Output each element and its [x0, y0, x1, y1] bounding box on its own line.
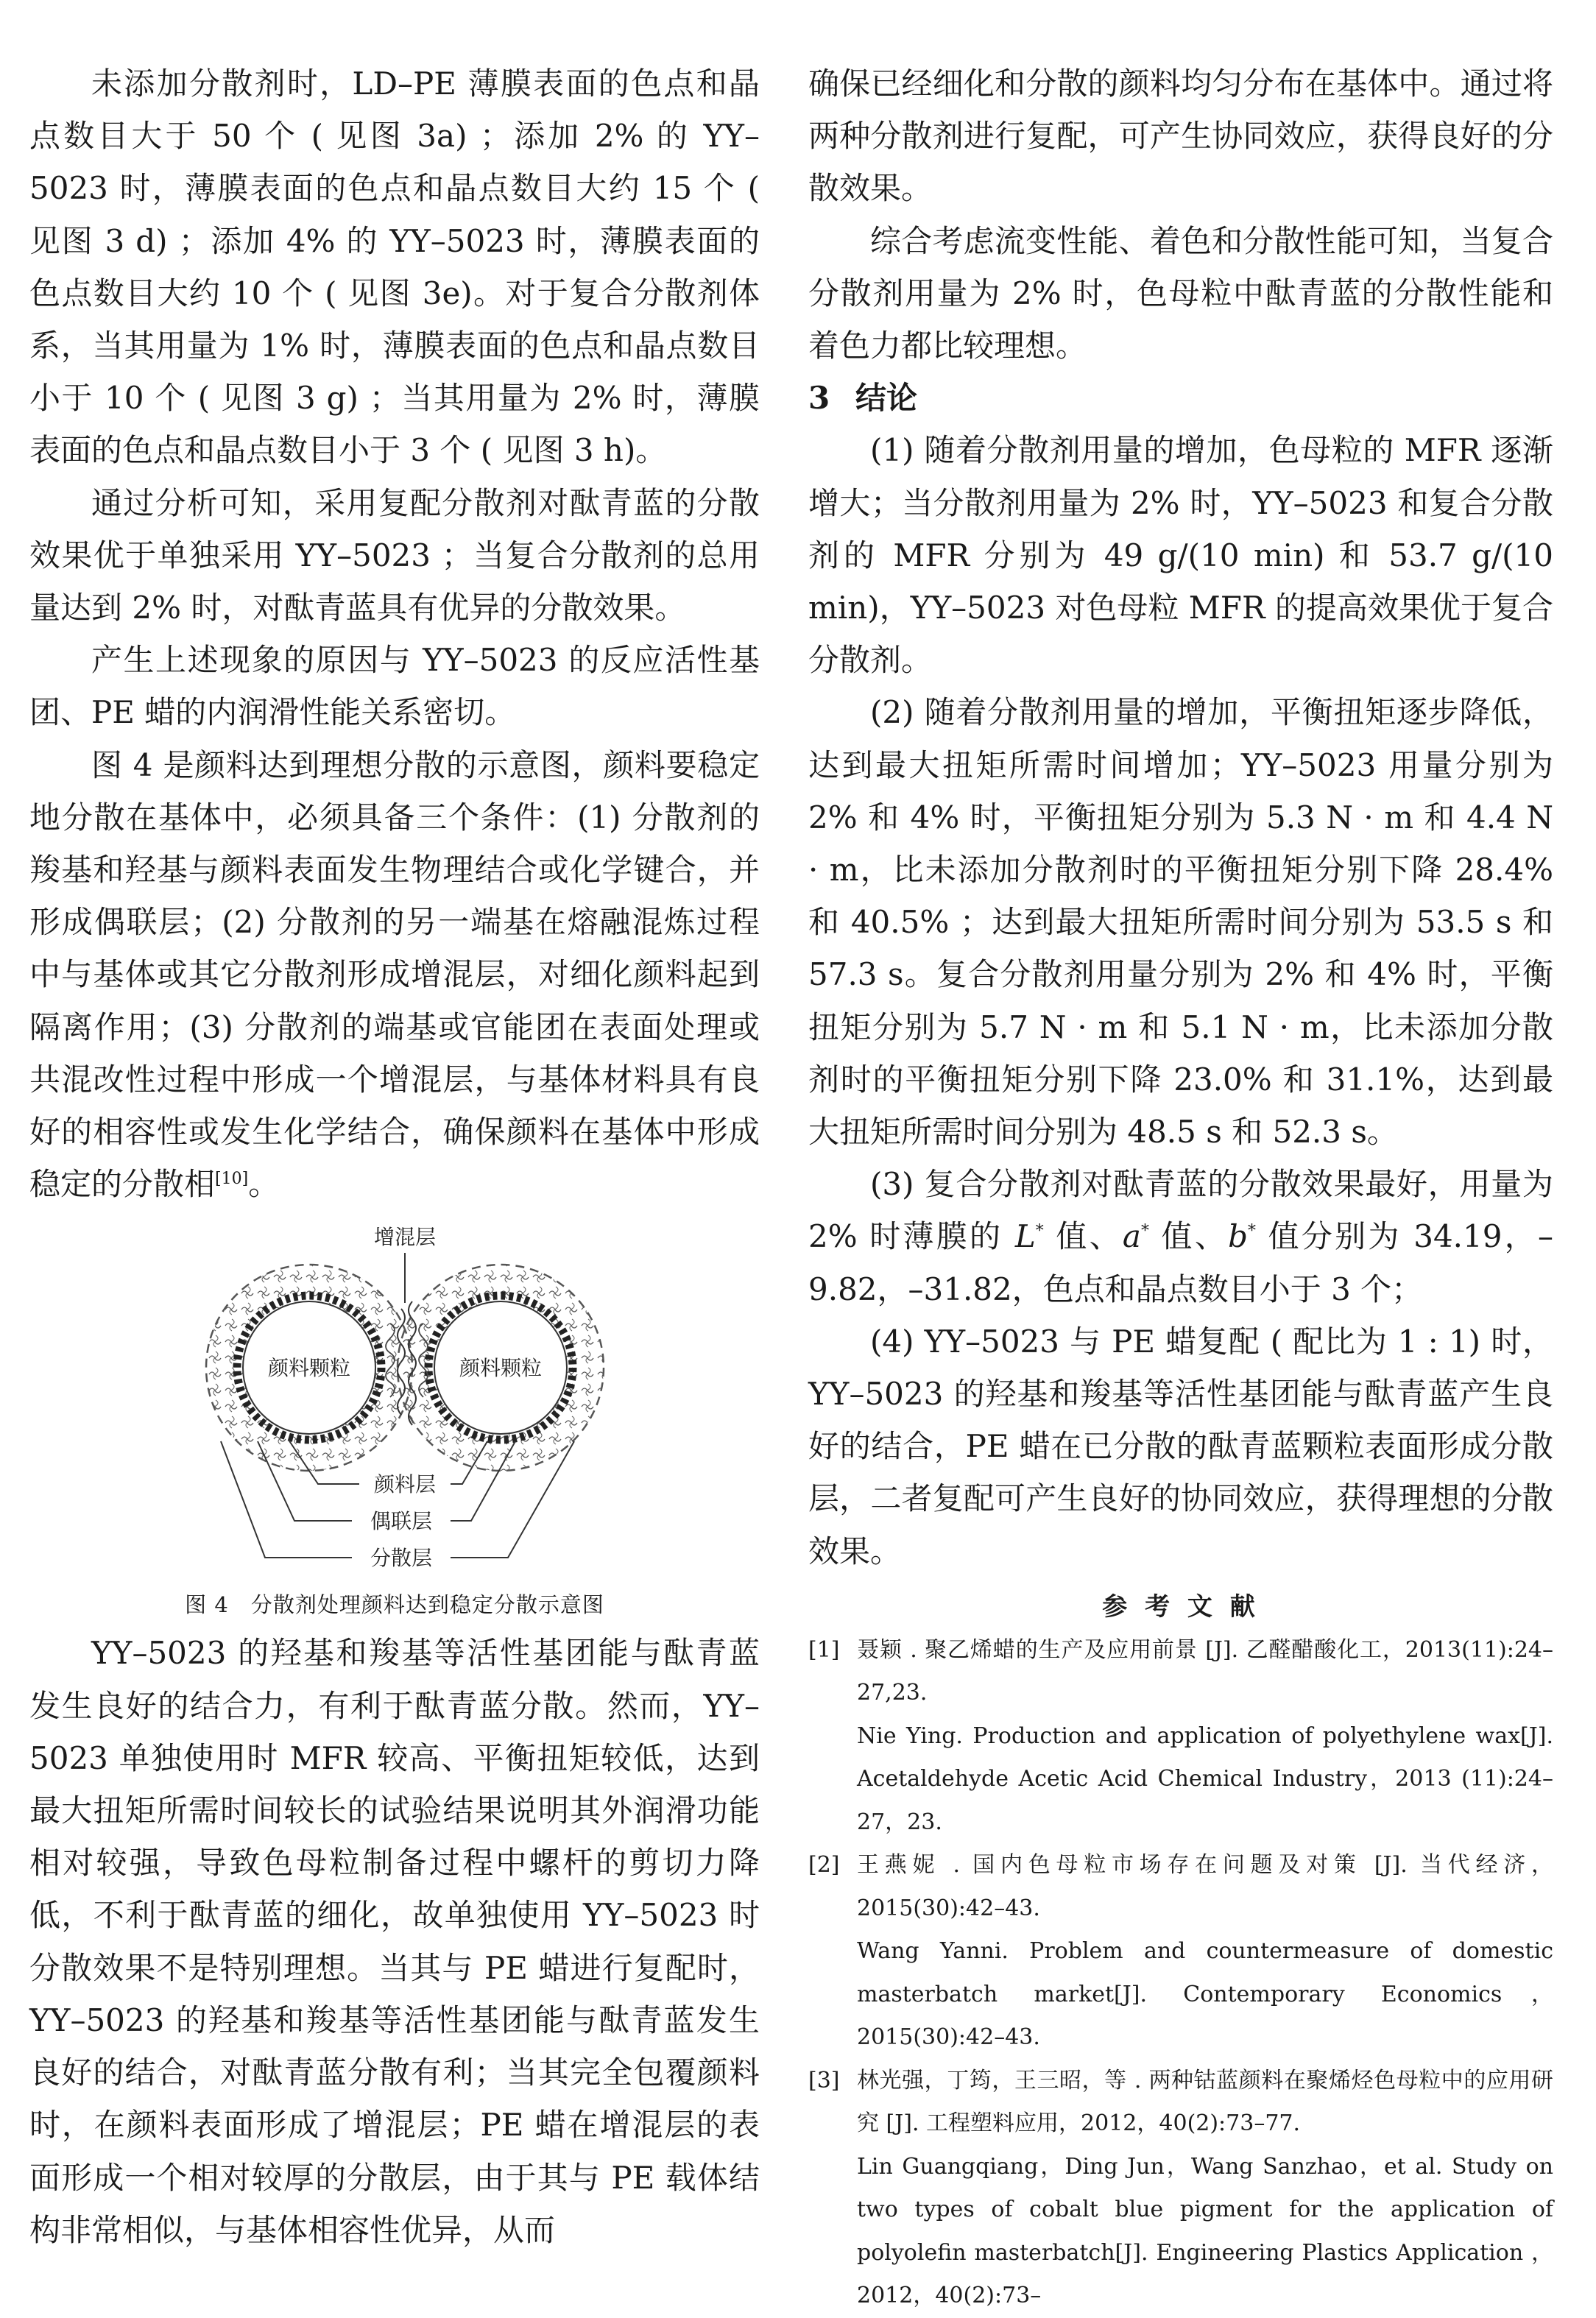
body-paragraph: 确保已经细化和分散的颜料均匀分布在基体中。通过将两种分散剂进行复配，可产生协同效应，获得良好的分散效果。 — [808, 66, 1553, 207]
text-run: (3) 复合分散剂对酞青蓝的分散效果最好，用量为 2% 时薄膜的 — [808, 1166, 1553, 1255]
reference-cn: 王燕妮 . 国内色母粒市场存在问题及对策 [J]. 当代经济，2015(30):42–43. — [857, 1852, 1553, 1921]
right-column — [808, 57, 1553, 2318]
text-run: 值、 — [1043, 1218, 1123, 1255]
conclusion-item — [808, 1158, 1553, 1315]
section-number: 3 — [808, 380, 830, 417]
body-paragraph: 通过分析可知，采用复配分散剂对酞青蓝的分散效果优于单独采用 YY–5023 ；当复合分散剂的总用量达到 2% 时，对酞青蓝具有优异的分散效果。 — [29, 484, 760, 626]
figure-4 — [29, 1220, 760, 1583]
figure-caption: 图 4 分散剂处理颜料达到稳定分散示意图 — [185, 1592, 604, 1618]
reference-cn: 聂颖 . 聚乙烯蜡的生产及应用前景 [J]. 乙醛醋酸化工，2013(11):24–27,23. — [857, 1636, 1553, 1706]
superscript: * — [1140, 1222, 1149, 1241]
paragraph-text: 图 4 是颜料达到理想分散的示意图，颜料要稳定地分散在基体中，必须具备三个条件：(1) 分散剂的羧基和羟基与颜料表面发生物理结合或化学键合，并形成偶联层；(2) 分散剂的另一端基在熔融混炼过程中与基体或其它分散剂形成增混层，对细化颜料起到隔离作用；(3) 分散剂的端基或官能团在表面处理或共混改性过程中形成一个增混层，与基体材料具有良好的相容性或发生化学结合，确保颜料在基体中形成稳定的分散相 — [29, 746, 760, 1203]
body-paragraph: 产生上述现象的原因与 YY–5023 的反应活性基团、PE 蜡的内润滑性能关系密切。 — [29, 642, 760, 731]
dispersion-diagram — [29, 1220, 760, 1583]
text-run: 值分别为 34.19，–9.82，–31.82，色点和晶点数目小于 3 个； — [808, 1218, 1553, 1307]
citation-ref: [10] — [215, 1170, 249, 1189]
symbol-b: b — [1228, 1218, 1248, 1255]
section-heading — [808, 372, 1553, 424]
reference-number: [1] — [808, 1636, 840, 1663]
section-title: 结论 — [855, 380, 918, 417]
left-column — [29, 57, 760, 2256]
label-mixing-layer: 增混层 — [373, 1225, 437, 1250]
symbol-l: L — [1014, 1218, 1036, 1255]
reference-cn: 林光强，丁筠，王三昭，等 . 两种钴蓝颜料在聚烯烃色母粒中的应用研究 [J]. 工程塑料应用，2012，40(2):73–77. — [857, 2067, 1553, 2137]
label-particle-left: 颜料颗粒 — [267, 1356, 351, 1381]
body-paragraph — [29, 739, 760, 1211]
label-coupling-layer: 偶联层 — [370, 1509, 433, 1534]
references-title: 参 考 文 献 — [1102, 1591, 1260, 1622]
conclusion-item: (4) YY–5023 与 PE 蜡复配 ( 配比为 1 : 1) 时，YY–5023 的羟基和羧基等活性基团能与酞青蓝产生良好的结合，PE 蜡在已分散的酞青蓝颗粒表面形成分散层，二者复配可产生良好的协同效应，获得理想的分散效果。 — [808, 1323, 1553, 1569]
superscript: * — [1247, 1222, 1256, 1241]
reference-number: [3] — [808, 2067, 840, 2093]
reference-en: Lin Guangqiang，Ding Jun，Wang Sanzhao，et al. Study on two types of cobalt blue pigment for the application of polyolefin masterbatch[J]. Engineering Plastics Application ，2012，40(2):73– — [857, 2153, 1553, 2309]
reference-number: [2] — [808, 1852, 840, 1879]
symbol-a: a — [1122, 1218, 1141, 1255]
reference-en: Wang Yanni. Problem and countermeasure of domestic masterbatch market[J]. Contemporary Economics，2015(30):42–43. — [857, 1938, 1553, 2051]
conclusion-item: (1) 随着分散剂用量的增加，色母粒的 MFR 逐渐增大；当分散剂用量为 2% 时，YY–5023 和复合分散剂的 MFR 分别为 49 g/(10 min) 和 53.7 g/(10 min)，YY–5023 对色母粒 MFR 的提高效果优于复合分散剂。 — [808, 432, 1553, 679]
text-run: 值、 — [1148, 1218, 1229, 1255]
conclusion-item: (2) 随着分散剂用量的增加，平衡扭矩逐步降低，达到最大扭矩所需时间增加；YY–5023 用量分别为 2% 和 4% 时，平衡扭矩分别为 5.3 N · m 和 4.4 N · m，比未添加分散剂时的平衡扭矩分别下降 28.4% 和 40.5% ；达到最大扭矩所需时间分别为 53.5 s 和 57.3 s。复合分散剂用量分别为 2% 和 4% 时，平衡扭矩分别为 5.7 N · m 和 5.1 N · m，比未添加分散剂时的平衡扭矩分别下降 23.0% 和 31.1%，达到最大扭矩所需时间分别为 48.5 s 和 52.3 s。 — [808, 694, 1553, 1151]
label-pigment-layer: 颜料层 — [373, 1472, 437, 1497]
body-paragraph: 未添加分散剂时，LD–PE 薄膜表面的色点和晶点数目大于 50 个 ( 见图 3a) ；添加 2% 的 YY–5023 时，薄膜表面的色点和晶点数目大约 15 个 ( 见图 3 d) ；添加 4% 的 YY–5023 时，薄膜表面的色点数目大约 10 个 ( 见图 3e)。对于复合分散剂体系，当其用量为 1% 时，薄膜表面的色点和晶点数目小于 10 个 ( 见图 3 g) ；当其用量为 2% 时，薄膜表面的色点和晶点数目小于 3 个 ( 见图 3 h)。 — [29, 66, 760, 469]
reference-item — [808, 2060, 1553, 2318]
body-paragraph: YY–5023 的羟基和羧基等活性基团能与酞青蓝发生良好的结合力，有利于酞青蓝分散。然而，YY–5023 单独使用时 MFR 较高、平衡扭矩较低，达到最大扭矩所需时间较长的试验结果说明其外润滑功能相对较强，导致色母粒制备过程中螺杆的剪切力降低，不利于酞青蓝的细化，故单独使用 YY–5023 时分散效果不是特别理想。当其与 PE 蜡进行复配时，YY–5023 的羟基和羧基等活性基团能与酞青蓝发生良好的结合，对酞青蓝分散有利；当其完全包覆颜料时，在颜料表面形成了增混层；PE 蜡在增混层的表面形成一个相对较厚的分散层，由于其与 PE 载体结构非常相似，与基体相容性优异，从而 — [29, 1635, 760, 2248]
reference-item — [808, 1844, 1553, 2060]
reference-en: Nie Ying. Production and application of polyethylene wax[J]. Acetaldehyde Acetic Acid Chemical Industry，2013 (11):24–27，23. — [857, 1722, 1553, 1835]
superscript: * — [1035, 1222, 1044, 1241]
body-paragraph: 综合考虑流变性能、着色和分散性能可知，当复合分散剂用量为 2% 时，色母粒中酞青蓝的分散性能和着色力都比较理想。 — [808, 222, 1553, 364]
reference-item — [808, 1629, 1553, 1845]
paragraph-end: 。 — [248, 1166, 280, 1203]
label-particle-right: 颜料颗粒 — [459, 1356, 543, 1381]
label-dispersion-layer: 分散层 — [370, 1546, 433, 1571]
